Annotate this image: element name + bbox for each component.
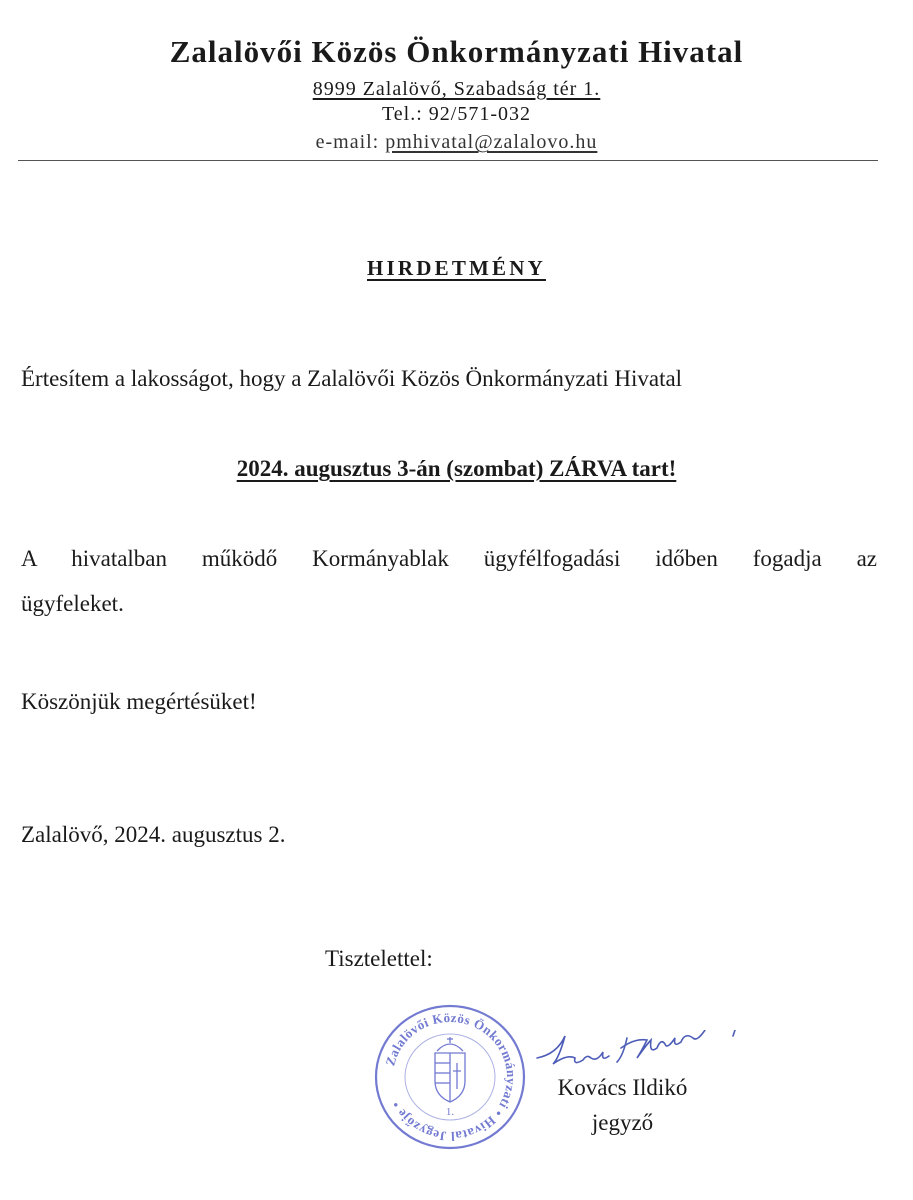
phone-line: Tel.: 92/571-032 [381, 103, 532, 125]
email-link[interactable]: pmhivatal@zalalovo.hu [385, 131, 598, 153]
signer-name: Kovács Ildikó [557, 1075, 688, 1100]
signer-role: jegyző [591, 1110, 654, 1135]
closing-salutation: Tisztelettel: [325, 946, 433, 971]
email-label: e-mail: [315, 131, 386, 153]
svg-text:Zalalövői Közös Önkormányzati: Zalalövői Közös Önkormányzati • Hivatal Jegyzője • [382, 1009, 520, 1145]
organization-title: Zalalövői Közös Önkormányzati Hivatal [169, 34, 744, 69]
thanks-text: Köszönjük megértésüket! [21, 689, 257, 714]
header-divider [18, 160, 878, 161]
address-line: 8999 Zalalövő, Szabadság tér 1. [312, 78, 601, 100]
office-paragraph-line1: A hivatalban működő Kormányablak ügyfélfogadási időben fogadja az [21, 546, 877, 571]
notice-title: HIRDETMÉNY [366, 256, 546, 280]
intro-paragraph: Értesítem a lakosságot, hogy a Zalalövői Közös Önkormányzati Hivatal [21, 366, 683, 391]
office-paragraph-line2: ügyfeleket. [21, 591, 124, 616]
handwritten-signature [535, 1030, 745, 1072]
email-line [0, 131, 913, 154]
coat-of-arms-icon [435, 1037, 465, 1102]
svg-text:1.: 1. [445, 1106, 455, 1118]
closure-notice: 2024. augusztus 3-án (szombat) ZÁRVA tart! [236, 456, 677, 481]
place-date: Zalalövő, 2024. augusztus 2. [21, 822, 286, 847]
